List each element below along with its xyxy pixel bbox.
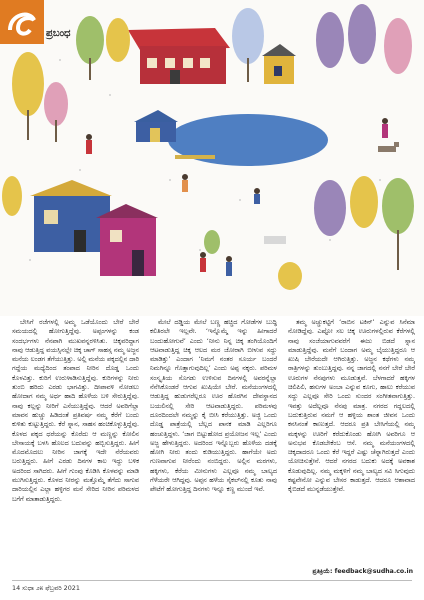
article-paragraph: ಬೇಸಿಗೆ ರಜೆಗಳಲ್ಲಿ ಅಮ್ಮ ಒಡೆಯೊಂದು ಬೇರೆ ಬೇರೆ ಸಮಯದಲ್ಲಿ ಹೋಗುತ್ತಿದ್ದೆವು. ಅಪ್ಪಂಗಳನ್ನು ಕಂಡ ಸಂದರ್ಭಗಳು ನೆನಪಾಗಿ ಮುಖವನ್ನರಳಿಸಿತು. ಚಿಕ್ಕವರಿದ್ದಾಗ ನಾವು ಆಡುತ್ತಿದ್ದ ವಯಸ್ಸಿನಲ್ಲೇ ಚಿಕ್ಕ ಚಾಗ್ ಸಾಹಸ್ಸ ನಮ್ಮ ಅಜ್ಜನ ಮನೆಯ ಲಂಡಗ ತೆಗೆಯುತ್ತಿತ್ತು. ಅಲ್ಲಿ ಮನೆಯ ಪಕ್ಕದಲ್ಲಿನ ದಾರಿ ಗದ್ದೆಯ ಮಧ್ಯೆದಿಂದ ತಂಪಾದ ನೀರಿನ ದೊಡ್ಡ ಒಂದು ಕೊಳವಿತ್ತು. ಕುರಿಗೆ ಉರುಳಾಡಿಸುತ್ತಿದ್ದೆವು. ಕುರಿಗಳನ್ನು ನೀರು ತುಂಬಿ ಹರಿದು ಎರಡು ಭಾಗವಿತ್ತು. ದೀಪಾವಳಿ ನೋಡಲು ಹೋದಾಗ ನಮ್ಮ ಅರ್ಧ ಹಾದಿ ಹೊಳೆಯ ಬಳಿ ಸೇರುತ್ತಿದ್ದೆವು. ನಾವು ಕಲ್ಲನ್ನು ನೀರಿಗೆ ಎಸೆಯುತ್ತಿದ್ದೆವು. ಆದರೆ ಅವರಿಗೆಲ್ಲಾ ಮಾವನ ಹುಚ್ಚು ಹಿಡಿದಂತೆ ಪ್ರತಿವರ್ಷ ನಮ್ಮ ಕೆರೆಗೆ ಬಂದು ಕುಳಿತು ಕುಟ್ಟುತ್ತಿದ್ದರು. ಕೆರೆ ಸ್ನಾನ, ಸಾಹಸ ಹಂಚಿಕೊಳ್ಳುತ್ತಿದ್ದೆವು. ಕೊಳದ ಪಕ್ಕದ ಧರೆಯನ್ನು ಕೊರೆದು ಆ ಮಣ್ಣನ್ನು ಕೋಲಿನ ಬೇಸಾಯಕ್ಕೆ ಬಳಸಿ ಹೊಲದ ಬದುವನ್ನು ಹಬ್ಬಿಸುತ್ತಿದ್ದರು. ಹೀಗೆ ಮೊದಮೊದಲು ನೀರಿನ ಜಾಗಕ್ಕೆ ಇದೇ ನೆರೆಯವರು ಬರುತ್ತಿದ್ದರು. ಹೀಗೆ ಎರಡು ದಿನಗಳ ಕಾಲ ಇದ್ದು ಬಳಿಕ ಅದರಿಂದ ಸಾಗಿದರು. ಹೀಗೆ ಗುಂಪು ಕೊಡಿಸಿ ಕೊಳವನ್ನು ಮಾಡಿ ಮುಗಿಸುತ್ತಿದ್ದರು. ಕೊಳದ ನೀರನ್ನು ಮತ್ತೊಮ್ಮೆ ತೆಗೆದು ಸಾಗುವ ದಾರಿಯಲ್ಲಿನ ಎಲ್ಲಾ ಹಳ್ಳಿಗರ ಮನೆ ಸೇರಿದ ನೀರಿನ ಪರಿಮಳದ ಬಗೆಗೆ ಮಾತಾಡುತ್ತಿದ್ದರು. bbox=[12, 318, 139, 503]
article-column-1 bbox=[12, 318, 139, 576]
article-column-2 bbox=[150, 318, 277, 576]
section-label: ಪ್ರಬಂಧ bbox=[46, 28, 71, 39]
feedback-line: ಪ್ರತಿಕ್ರಿಯೆ: feedback@sudha.co.in bbox=[312, 568, 413, 575]
article-column-3 bbox=[288, 318, 415, 576]
page-footer: 14 ಸುಧಾ ೨೫ ಫೆಬ್ರವರಿ 2021 bbox=[12, 584, 80, 592]
sudha-logo-icon bbox=[0, 0, 44, 44]
article-paragraph: ತಮ್ಮ ಅಚ್ಚುಕಟ್ಟಿಗೆ ‘ರಾಬಿನ ಟಕಿನ್’ ಎನ್ನುವ ಸಿನೆಮಾ ನೋಡಿದ್ದೆವು. ಎಷ್ಟೋ ಸಲ ಚಿಕ್ಕ ಊರುಗಳಲ್ಲಿರುವ ಕೆರೆಗಳಲ್ಲಿ ನಾವು ಸಂಜೆಯಾಗುವವರೆಗೆ ಈಜು ಬಿಡದೆ ಸ್ನಾನ ಮಾಡುತ್ತಿದ್ದೆವು. ಮನೆಗೆ ಬಂದಾಗ ಅಮ್ಮ ಬೈಯುತ್ತಿದ್ದರೂ ಆ ಖುಷಿ ಬೇರೆಯದೇ ಆಗಿರುತ್ತಿತ್ತು. ಅಜ್ಜನ ಕಥೆಗಳು ನಮ್ಮ ರಾತ್ರಿಗಳನ್ನು ತುಂಬುತ್ತಿದ್ದವು. ನನ್ನ ಜಾಗದಲ್ಲಿ ನನಗೆ ಬೇರೆ ಬೇರೆ ಊರುಗಳ ನೆನಪುಗಳು ಮೂಡುತ್ತವೆ. ಬೆಳಗಾದರೆ ಹಕ್ಕಿಗಳ ಚಿಲಿಪಿಲಿ, ಹಸುಗಳ ಅಂಬಾ ಎನ್ನುವ ಕೂಗು, ಹಾಲು ಕರೆಯುವ ಸದ್ದು ಎಲ್ಲವೂ ಸೇರಿ ಒಂದು ಸುಂದರ ಸಂಗೀತವಾಗುತ್ತಿತ್ತು. ಇವತ್ತು ಅದೆಲ್ಲವೂ ನೆನಪು ಮಾತ್ರ. ನಗರದ ಗದ್ದಲದಲ್ಲಿ ಬದುಕುತ್ತಿರುವ ನಮಗೆ ಆ ಹಳ್ಳಿಯ ಶಾಂತ ಜೀವನ ಒಂದು ಕನಸಿನಂತೆ ಕಾಣುತ್ತದೆ. ಆದರೂ ಪ್ರತಿ ಬೇಸಿಗೆಯಲ್ಲಿ ನಮ್ಮ ಮಕ್ಕಳನ್ನು ಊರಿಗೆ ಕರೆದುಕೊಂಡು ಹೋಗಿ ಅವರಿಗೂ ಆ ಅನುಭವ ಕೊಡಬೇಕೆಂಬ ಆಸೆ. ನಮ್ಮ ಮನೆಯಂಗಳದಲ್ಲಿ ಚಿಕ್ಕದಾದರೂ ಒಂದು ಕೆರೆ ಇದ್ದರೆ ಎಷ್ಟು ಚೆನ್ನಾಗಿರುತ್ತದೆ ಎಂದು ಯೋಚಿಸುತ್ತೇನೆ. ಆದರೆ ನಗರದ ಬದುಕು ಅದಕ್ಕೆ ಅವಕಾಶ ಕೊಡುವುದಿಲ್ಲ. ನಮ್ಮ ಮಕ್ಕಳಿಗೆ ನಮ್ಮ ಬಾಲ್ಯದ ಸವಿ ಸಿಗುವುದು ಕಷ್ಟವೇನೋ ಎನ್ನುವ ಬೇಸರ ಕಾಡುತ್ತದೆ. ಆದರೂ ಆಶಾವಾದ ಕೈಬಿಡದೆ ಮುನ್ನಡೆಯುತ್ತೇವೆ. bbox=[288, 318, 415, 494]
article-paragraph: ಮೇಲೆ ದಡ್ಡಿಯ ಮೇಲೆ ಬಣ್ಣ ಹಚ್ಚಿದ ಗೋಡೆಗಳ ಬುದ್ಧಿ ಕಲಿತಿರಲೇ ಇಲ್ಲವೇ. ‘ಇನ್ನೊಮ್ಮೆ ಇನ್ನು ಹೀಗಾದರೆ ಬಂದುಹೋಗುವೆ’ ಎಂದು ‘ನೀನು ನಿನ್ನ ಚಿಕ್ಕ ತಂಗಿಯೊಂದಿಗೆ ಆಟವಾಡುತ್ತಿದ್ದ ಚಿಕ್ಕ ಆಲದ ಮರ ಜೋರಾಗಿ ಬೀಳುವ ಸದ್ದು ಮಾಡಿತ್ತು’ ಎಂದಾಗ ‘ನಿಮಗೆ ನಂತರ ಸೂರ್ಯ ಬಂದರೆ ನಿಮಗಿನ್ನೂ ಗೊತ್ತಾಗುವುದಿಲ್ಲ’ ಎಂದು ಅಪ್ಪ ನಕ್ಕರು. ಪರಿಮಳ ಸಂಸ್ಕೃತಿಯ ಸೊಗಡು ಉಳಿಸುವ ದಿನಗಳಲ್ಲಿ ಅವರನ್ನೆಲ್ಲಾ ನೆನೆಸಿಕೊಂಡರೆ ಆಗುವ ಖುಷಿಯೇ ಬೇರೆ. ಮನೆಯಂಗಳದಲ್ಲಿ ಆಡುತ್ತಿದ್ದ ಹುಡುಗರೆಲ್ಲರೂ ಊರ ಹೊರಗಿನ ದೇವಸ್ಥಾನದ ಬಯಲಿನಲ್ಲಿ ಸೇರಿ ಆಟವಾಡುತ್ತಿದ್ದರು. ಪರಿಮಳವು ದೂರದಿಂದಲೇ ನಮ್ಮನ್ನು ಕೈ ಬೀಸಿ ಕರೆಯುತ್ತಿತ್ತು. ಅಜ್ಜಿ ಒಂದು ದೊಡ್ಡ ಪಾತ್ರೆಯಲ್ಲಿ ಬೆಲ್ಲದ ಪಾನಕ ಮಾಡಿ ಎಲ್ಲರಿಗೂ ಹಂಚುತ್ತಿದ್ದಳು. ‘ಜಾಗ ಬಿಟ್ಟುಹೋದ ಪ್ರಯೋಜನ ಇಲ್ಲ’ ಎಂದು ಅಜ್ಜ ಹೇಳುತ್ತಿದ್ದರು. ಅದರಿಂದ ಇನ್ನೊಬ್ಬರು ಹೊಳೆಯ ದಡಕ್ಕೆ ಹೋಗಿ ನೀರು ತಂದು ಕುಡಿಯುತ್ತಿದ್ದರು. ಹಾಗೆಯೇ ಅದು ಗುಣವಾಗುವ ನೀರೆಂದು ನಂಬಿದ್ದರು. ಅಲ್ಲಿನ ಮರಗಳು, ಹಕ್ಕಿಗಳು, ಕೆರೆಯ ಮೀನುಗಳು ಎಲ್ಲವೂ ನಮ್ಮ ಬಾಲ್ಯದ ಗೆಳೆಯರೇ ಆಗಿದ್ದವು. ಅಪ್ಪನ ಹಳೆಯ ಸೈಕಲ್‌ನಲ್ಲಿ ಕೂತು ನಾವು ಪೇಟೆಗೆ ಹೋಗುತ್ತಿದ್ದ ದಿನಗಳು ಇನ್ನೂ ಕಣ್ಣ ಮುಂದೆ ಇವೆ. bbox=[150, 318, 277, 494]
footer-divider bbox=[12, 580, 412, 581]
article-body bbox=[12, 318, 416, 578]
